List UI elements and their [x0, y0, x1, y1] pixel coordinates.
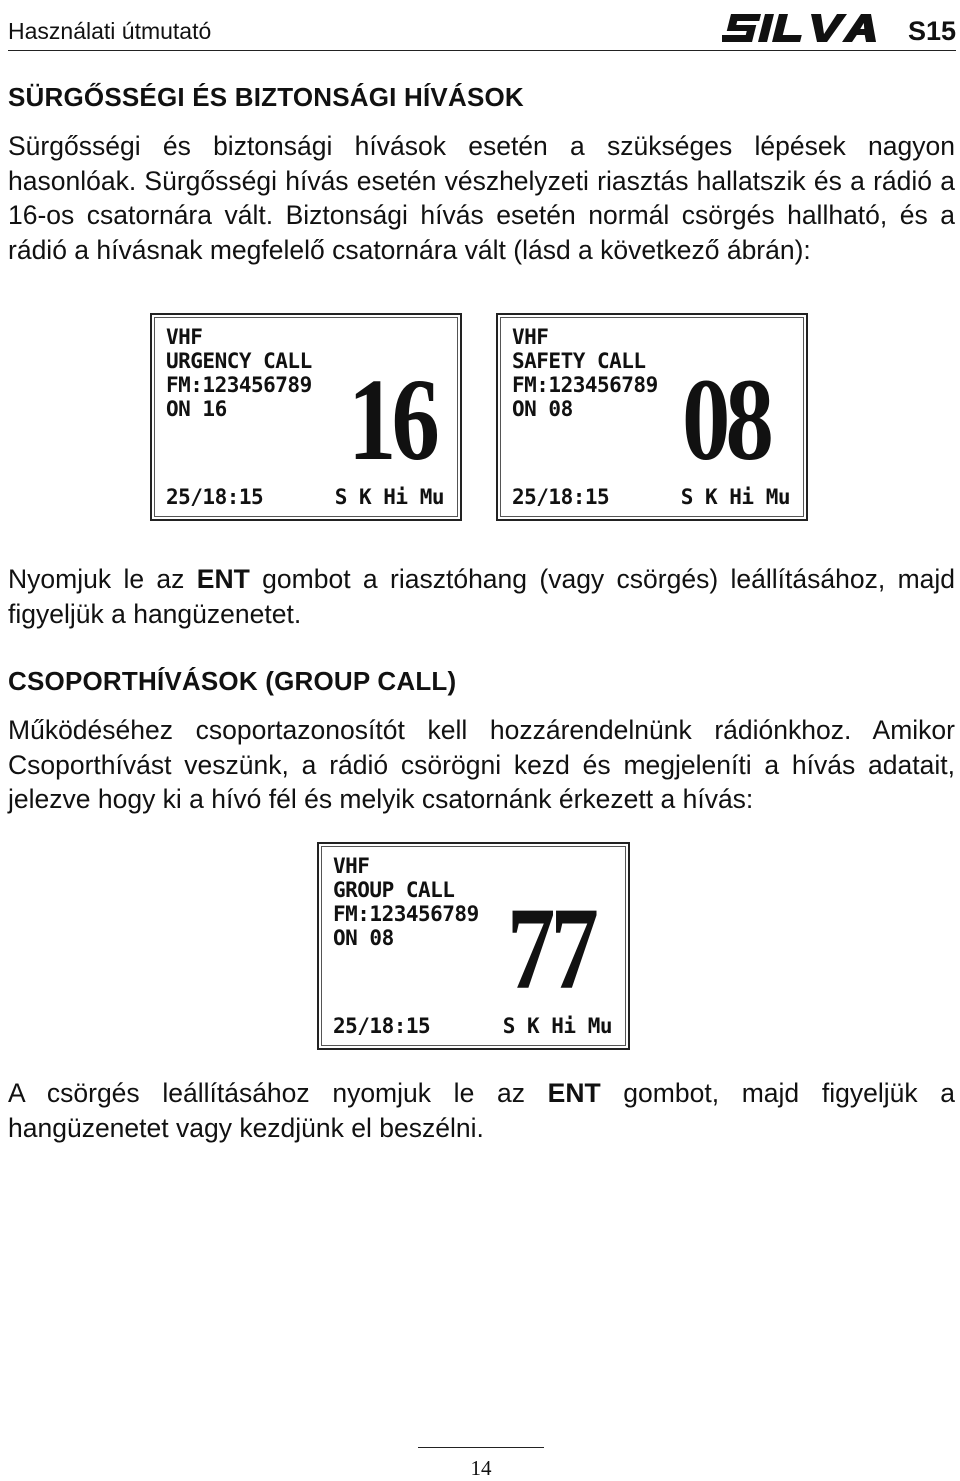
- page-number: 14: [470, 1456, 492, 1480]
- header-title: Használati útmutató: [8, 18, 212, 44]
- paragraph-emergency: Sürgősségi és biztonsági hívások esetén a szükséges lépések nagyon hasonlóak. Sürgősségi hívás esetén vészhelyzeti riasztás hallatszik és a rádió a 16-os csatornára vált. Biztonsági hívás esetén normál csörgés hallható, és a rádió a hívásnak megfelelő csatornára vált (lásd a következő ábrán):: [8, 131, 955, 265]
- section-heading-emergency: SÜRGŐSSÉGI ÉS BIZTONSÁGI HÍVÁSOK: [8, 82, 524, 112]
- lcd-time: 25/18:15: [166, 485, 264, 509]
- lcd-screen-urgency: [150, 313, 462, 521]
- instruction-text: gombot a riasztóhang (vagy csörgés) leállításához, majd figyeljük a hangüzenetet.: [8, 564, 956, 629]
- lcd-screen-safety: [496, 313, 808, 521]
- lcd-channel-number: 77: [507, 883, 594, 1014]
- page-code: S15: [907, 16, 956, 46]
- lcd-time: 25/18:15: [512, 485, 610, 509]
- silva-logo: [722, 10, 882, 46]
- lcd-status: S K Hi Mu: [334, 485, 444, 509]
- lcd-line-channel: ON 08: [333, 926, 394, 950]
- lcd-channel-number: 08: [682, 354, 769, 485]
- lcd-line-call-type: SAFETY CALL: [512, 349, 646, 373]
- lcd-line-band: VHF: [166, 325, 203, 349]
- lcd-time: 25/18:15: [333, 1014, 431, 1038]
- lcd-line-channel: ON 16: [166, 397, 227, 421]
- ent-key-label: ENT: [196, 564, 250, 594]
- instruction-text: gombot, majd figyeljük a hangüzenetet vagy kezdjünk el beszélni.: [8, 1078, 955, 1143]
- lcd-line-caller: FM:123456789: [166, 373, 312, 397]
- lcd-line-band: VHF: [333, 854, 370, 878]
- lcd-channel-number: 16: [348, 354, 435, 485]
- page-header: [8, 6, 956, 51]
- ent-key-label: ENT: [547, 1078, 601, 1108]
- lcd-status: S K Hi Mu: [502, 1014, 612, 1038]
- paragraph-instruction-ent: [8, 562, 955, 631]
- lcd-line-band: VHF: [512, 325, 549, 349]
- lcd-line-channel: ON 08: [512, 397, 573, 421]
- section-heading-group-call: CSOPORTHÍVÁSOK (GROUP CALL): [8, 666, 457, 696]
- lcd-screen-group: [317, 842, 630, 1050]
- instruction-text: Nyomjuk le az: [8, 564, 197, 594]
- paragraph-instruction-ent-2: [8, 1076, 955, 1145]
- instruction-text: A csörgés leállításához nyomjuk le az: [8, 1078, 548, 1108]
- lcd-line-call-type: GROUP CALL: [333, 878, 455, 902]
- lcd-status: S K Hi Mu: [680, 485, 790, 509]
- footer-divider: [418, 1447, 544, 1448]
- lcd-line-call-type: URGENCY CALL: [166, 349, 312, 373]
- lcd-line-caller: FM:123456789: [333, 902, 479, 926]
- lcd-line-caller: FM:123456789: [512, 373, 658, 397]
- paragraph-group-call: Működéséhez csoportazonosítót kell hozzárendelnünk rádiónkhoz. Amikor Csoporthívást veszünk, a rádió csörögni kezd és megjeleníti a hívás adatait, jelezve hogy ki a hívó fél és melyik csatornánk érkezett a hívás:: [8, 715, 955, 814]
